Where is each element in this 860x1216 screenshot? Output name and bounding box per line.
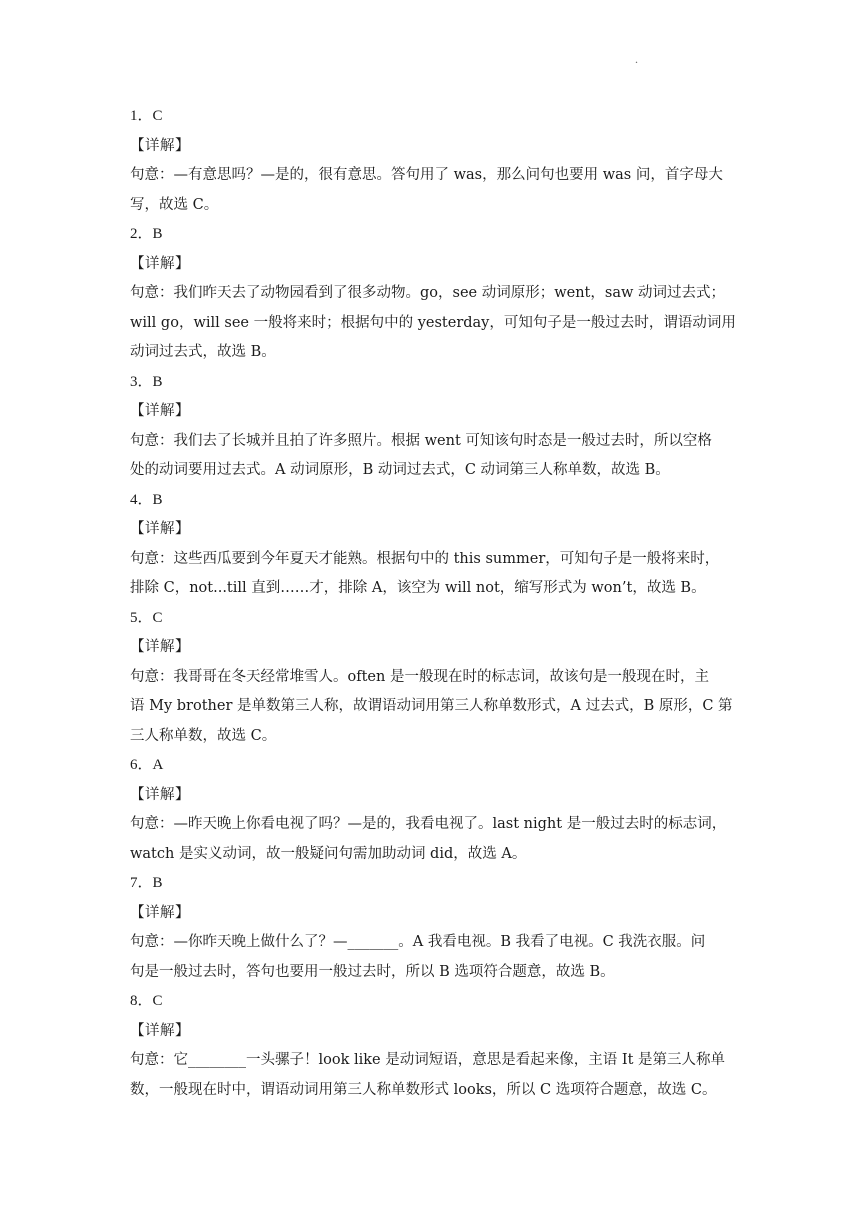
explanation-line: will go，will see 一般将来时；根据句中的 yesterday，可知句子是一般过去时，谓语动词用 [130, 314, 736, 331]
page-top-mark: . [635, 52, 638, 66]
explanation-line: 动词过去式，故选 B。 [130, 344, 276, 360]
answer-item [130, 751, 742, 869]
question-number: 3．B [130, 373, 163, 390]
explanation-line: 三人称单数，故选 C。 [130, 727, 277, 744]
question-number: 1．C [130, 108, 163, 124]
question-number: 2．B [130, 226, 163, 242]
explanation-line: 语 My brother 是单数第三人称，故谓语动词用第三人称单数形式，A 过去式，B 原形，C 第 [130, 698, 733, 714]
explanation-line: 句意：这些西瓜要到今年夏天才能熟。根据句中的 this summer，可知句子是一般将来时， [130, 550, 720, 567]
answer-item [130, 368, 742, 486]
explanation-line: 句意：—你昨天晚上做什么了？—_______。A 我看电视。B 我看了电视。C 我洗衣服。问 [130, 934, 706, 950]
explanation-line: 排除 C，not...till 直到……才，排除 A，该空为 will not，缩写形式为 won’t，故选 B。 [130, 580, 706, 596]
answer-item [130, 987, 742, 1105]
explanation-line: 数，一般现在时中，谓语动词用第三人称单数形式 looks，所以 C 选项符合题意，故选 C。 [130, 1081, 717, 1098]
explanation-line: 句意：—有意思吗？—是的，很有意思。答句用了 was，那么问句也要用 was 问，首字母大 [130, 167, 723, 183]
explanation-heading: 【详解】 [130, 137, 190, 154]
explanation-heading: 【详解】 [130, 1022, 190, 1039]
explanation-line: 句是一般过去时，答句也要用一般过去时，所以 B 选项符合题意，故选 B。 [130, 963, 615, 980]
explanation-line: 句意：我哥哥在冬天经常堆雪人。often 是一般现在时的标志词，故该句是一般现在时，主 [130, 668, 709, 685]
question-number: 4．B [130, 491, 163, 508]
explanation-heading: 【详解】 [130, 904, 190, 921]
explanation-line: 句意：我们昨天去了动物园看到了很多动物。go，see 动词原形；went，saw 动词过去式； [130, 285, 725, 301]
question-number: 5．C [130, 609, 163, 626]
explanation-line: 句意：—昨天晚上你看电视了吗？—是的，我看电视了。last night 是一般过去时的标志词， [130, 816, 727, 832]
explanation-line: watch 是实义动词，故一般疑问句需加助动词 did，故选 A。 [130, 845, 527, 862]
answer-item [130, 220, 742, 368]
answer-item [130, 869, 742, 987]
answer-item [130, 486, 742, 604]
explanation-line: 处的动词要用过去式。A 动词原形，B 动词过去式，C 动词第三人称单数，故选 B。 [130, 462, 670, 478]
explanation-line: 句意：我们去了长城并且拍了许多照片。根据 went 可知该句时态是一般过去时，所以空格 [130, 432, 712, 449]
explanation-heading: 【详解】 [130, 255, 190, 272]
explanation-heading: 【详解】 [130, 521, 190, 537]
explanation-line: 写，故选 C。 [130, 196, 219, 213]
answer-item [130, 102, 742, 220]
answer-key [130, 102, 742, 1105]
explanation-line: 句意：它________一头骡子！look like 是动词短语，意思是看起来像，主语 It 是第三人称单 [130, 1052, 726, 1068]
explanation-heading: 【详解】 [130, 639, 190, 655]
question-number: 7．B [130, 875, 163, 891]
explanation-heading: 【详解】 [130, 786, 190, 803]
explanation-heading: 【详解】 [130, 403, 190, 419]
answer-item [130, 604, 742, 752]
question-number: 8．C [130, 993, 163, 1009]
question-number: 6．A [130, 757, 164, 773]
